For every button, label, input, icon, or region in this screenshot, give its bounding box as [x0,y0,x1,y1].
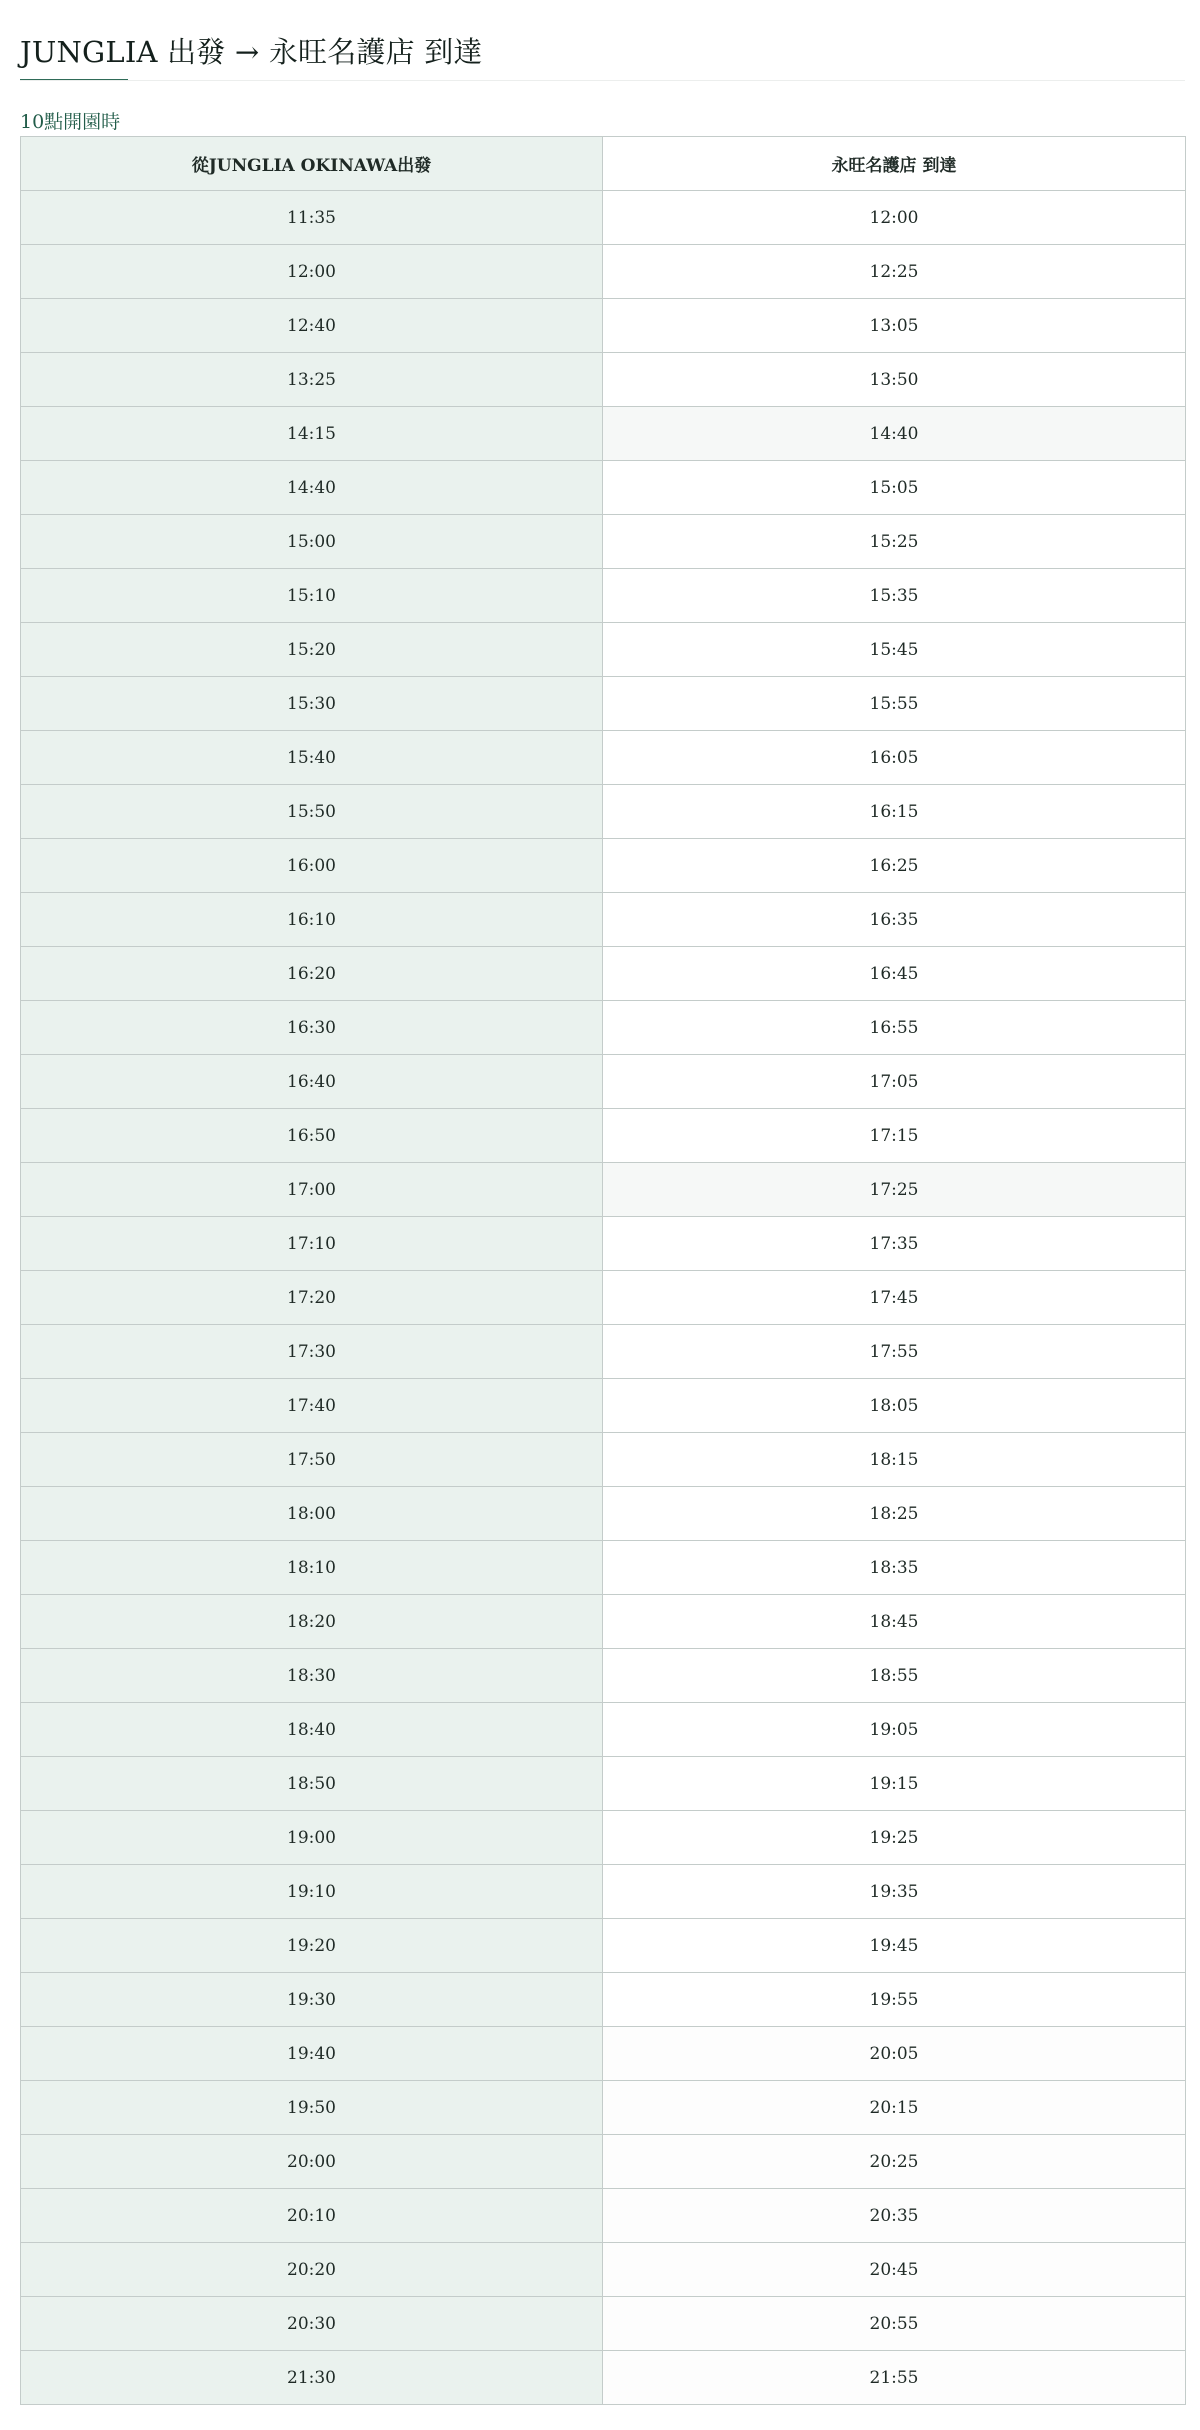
departure-time-cell: 18:10 [21,1541,603,1595]
departure-time-cell: 16:10 [21,893,603,947]
departure-time-cell: 16:30 [21,1001,603,1055]
table-row [21,407,1186,461]
arrival-time-cell: 17:35 [603,1217,1186,1271]
departure-time-cell: 17:20 [21,1271,603,1325]
table-row [21,1703,1186,1757]
arrival-time-cell: 15:55 [603,677,1186,731]
table-row [21,1001,1186,1055]
table-row [21,1055,1186,1109]
table-row [21,1919,1186,1973]
arrival-time-cell: 12:00 [603,191,1186,245]
column-header-departure: 從JUNGLIA OKINAWA出發 [21,137,603,191]
departure-time-cell: 16:00 [21,839,603,893]
table-row [21,1163,1186,1217]
departure-time-cell: 21:30 [21,2351,603,2405]
departure-time-cell: 19:40 [21,2027,603,2081]
arrival-time-cell: 20:15 [603,2081,1186,2135]
arrival-time-cell: 15:25 [603,515,1186,569]
departure-time-cell: 17:10 [21,1217,603,1271]
departure-time-cell: 20:20 [21,2243,603,2297]
arrival-time-cell: 16:55 [603,1001,1186,1055]
table-row [21,947,1186,1001]
departure-time-cell: 20:30 [21,2297,603,2351]
table-row [21,2135,1186,2189]
bus-timetable [20,136,1186,2405]
departure-time-cell: 11:35 [21,191,603,245]
arrival-time-cell: 19:15 [603,1757,1186,1811]
departure-time-cell: 19:30 [21,1973,603,2027]
arrival-time-cell: 12:25 [603,245,1186,299]
table-row [21,569,1186,623]
arrival-time-cell: 17:05 [603,1055,1186,1109]
arrival-time-cell: 19:05 [603,1703,1186,1757]
arrival-time-cell: 15:05 [603,461,1186,515]
title-accent-line [20,79,128,80]
departure-time-cell: 18:00 [21,1487,603,1541]
arrival-time-cell: 20:35 [603,2189,1186,2243]
departure-time-cell: 16:50 [21,1109,603,1163]
departure-time-cell: 15:50 [21,785,603,839]
arrival-time-cell: 18:25 [603,1487,1186,1541]
arrival-time-cell: 20:05 [603,2027,1186,2081]
table-row [21,1811,1186,1865]
departure-time-cell: 17:50 [21,1433,603,1487]
arrival-time-cell: 16:15 [603,785,1186,839]
arrival-time-cell: 19:35 [603,1865,1186,1919]
departure-time-cell: 20:10 [21,2189,603,2243]
table-row [21,1379,1186,1433]
arrival-time-cell: 13:05 [603,299,1186,353]
arrival-time-cell: 17:15 [603,1109,1186,1163]
table-row [21,1109,1186,1163]
table-row [21,785,1186,839]
departure-time-cell: 13:25 [21,353,603,407]
departure-time-cell: 16:20 [21,947,603,1001]
departure-time-cell: 19:50 [21,2081,603,2135]
table-row [21,623,1186,677]
departure-time-cell: 14:40 [21,461,603,515]
departure-time-cell: 12:40 [21,299,603,353]
departure-time-cell: 17:00 [21,1163,603,1217]
arrival-time-cell: 16:45 [603,947,1186,1001]
departure-time-cell: 15:30 [21,677,603,731]
arrival-time-cell: 19:25 [603,1811,1186,1865]
departure-time-cell: 15:00 [21,515,603,569]
departure-time-cell: 16:40 [21,1055,603,1109]
arrival-time-cell: 14:40 [603,407,1186,461]
arrival-time-cell: 17:25 [603,1163,1186,1217]
table-row [21,1595,1186,1649]
table-row [21,1757,1186,1811]
departure-time-cell: 15:40 [21,731,603,785]
table-row [21,2297,1186,2351]
table-row [21,677,1186,731]
table-row [21,245,1186,299]
departure-time-cell: 14:15 [21,407,603,461]
timetable-page [20,0,1185,2405]
arrival-time-cell: 15:35 [603,569,1186,623]
table-row [21,2081,1186,2135]
departure-time-cell: 12:00 [21,245,603,299]
table-row [21,2351,1186,2405]
column-header-arrival: 永旺名護店 到達 [603,137,1186,191]
table-row [21,1325,1186,1379]
departure-time-cell: 17:30 [21,1325,603,1379]
table-row [21,1541,1186,1595]
table-row [21,353,1186,407]
arrival-time-cell: 20:25 [603,2135,1186,2189]
table-row [21,1973,1186,2027]
arrival-time-cell: 19:45 [603,1919,1186,1973]
arrival-time-cell: 20:55 [603,2297,1186,2351]
departure-time-cell: 18:40 [21,1703,603,1757]
arrival-time-cell: 21:55 [603,2351,1186,2405]
table-row [21,2243,1186,2297]
arrival-time-cell: 17:55 [603,1325,1186,1379]
table-row [21,839,1186,893]
table-row [21,1649,1186,1703]
arrival-time-cell: 18:35 [603,1541,1186,1595]
arrival-time-cell: 18:05 [603,1379,1186,1433]
arrival-time-cell: 15:45 [603,623,1186,677]
departure-time-cell: 15:20 [21,623,603,677]
table-row [21,461,1186,515]
section-subtitle: 10點開園時 [20,111,121,133]
departure-time-cell: 18:20 [21,1595,603,1649]
arrival-time-cell: 20:45 [603,2243,1186,2297]
table-row [21,1865,1186,1919]
departure-time-cell: 19:00 [21,1811,603,1865]
table-row [21,2189,1186,2243]
departure-time-cell: 17:40 [21,1379,603,1433]
arrival-time-cell: 18:55 [603,1649,1186,1703]
table-row [21,191,1186,245]
arrival-time-cell: 17:45 [603,1271,1186,1325]
arrival-time-cell: 19:55 [603,1973,1186,2027]
table-row [21,1487,1186,1541]
departure-time-cell: 20:00 [21,2135,603,2189]
table-row [21,731,1186,785]
departure-time-cell: 18:50 [21,1757,603,1811]
table-row [21,1433,1186,1487]
page-title: JUNGLIA 出發 → 永旺名護店 到達 [20,35,483,69]
departure-time-cell: 15:10 [21,569,603,623]
arrival-time-cell: 16:05 [603,731,1186,785]
table-row [21,1217,1186,1271]
arrival-time-cell: 18:15 [603,1433,1186,1487]
arrival-time-cell: 18:45 [603,1595,1186,1649]
arrival-time-cell: 13:50 [603,353,1186,407]
table-row [21,299,1186,353]
departure-time-cell: 19:10 [21,1865,603,1919]
table-row [21,2027,1186,2081]
table-header-row [21,137,1186,191]
arrival-time-cell: 16:25 [603,839,1186,893]
table-row [21,515,1186,569]
title-divider [20,78,1185,81]
timetable-body [21,191,1186,2405]
departure-time-cell: 18:30 [21,1649,603,1703]
table-row [21,893,1186,947]
departure-time-cell: 19:20 [21,1919,603,1973]
table-row [21,1271,1186,1325]
arrival-time-cell: 16:35 [603,893,1186,947]
